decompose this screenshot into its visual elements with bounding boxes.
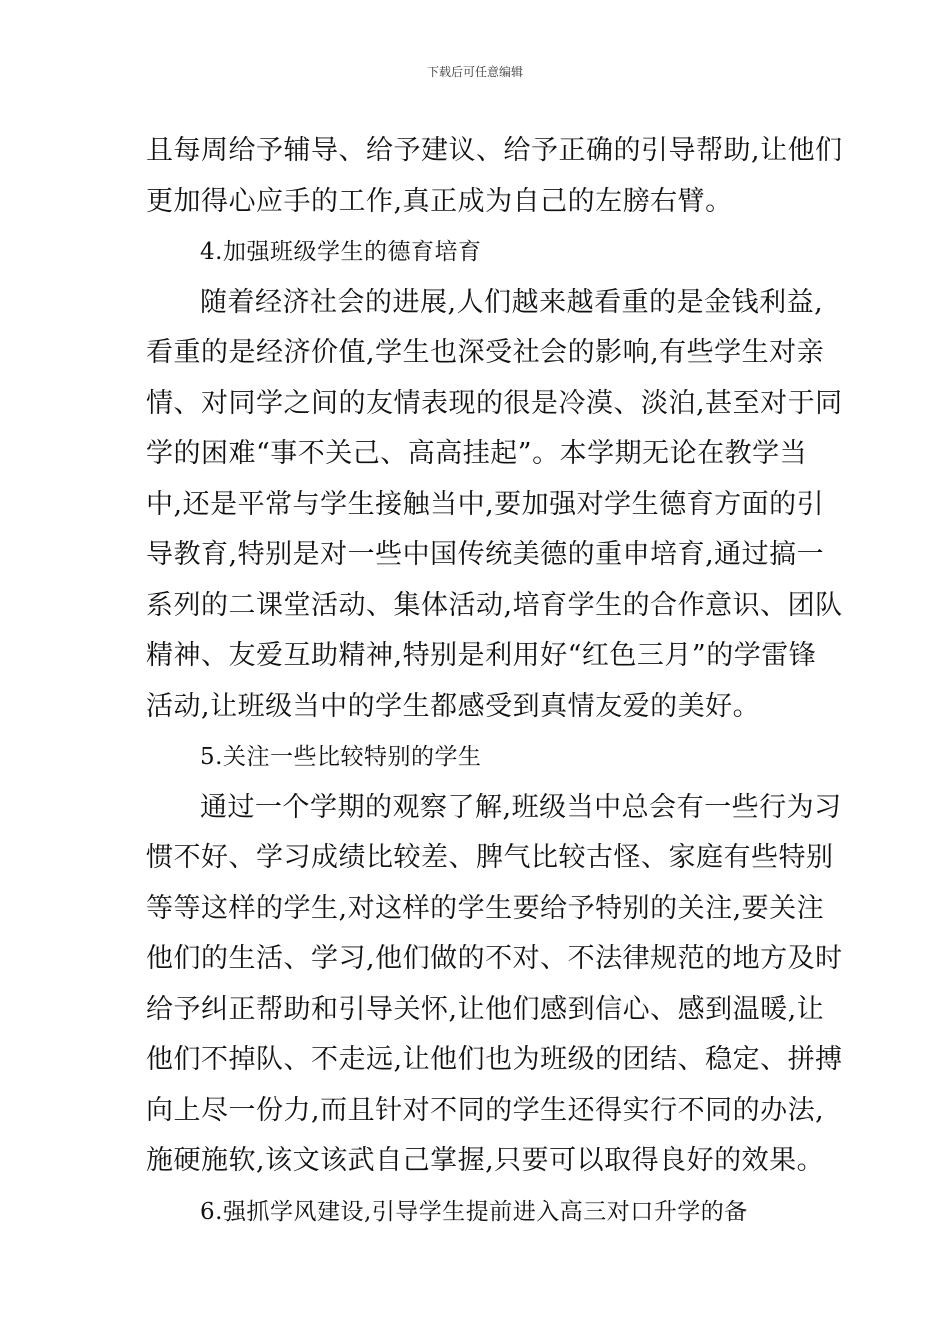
paragraph-line: 施硬施软,该文该武自己掌握,只要可以取得良好的效果。 <box>146 1145 825 1176</box>
paragraph-line: 精神、友爱互助精神,特别是利用好“红色三月”的学雷锋 <box>146 640 817 671</box>
paragraph-line: 学的困难“事不关己、高高挂起”。本学期无论在教学当 <box>146 438 808 469</box>
section-heading-4: 4.加强班级学生的德育培育 <box>200 239 482 265</box>
paragraph-line: 向上尽一份力,而且针对不同的学生还得实行不同的办法, <box>146 1094 825 1126</box>
paragraph-line: 他们不掉队、不走远,让他们也为班级的团结、稳定、拼搏 <box>146 1044 843 1075</box>
paragraph-line: 通过一个学期的观察了解,班级当中总会有一些行为习 <box>200 791 842 823</box>
paragraph-line: 且每周给予辅导、给予建议、给予正确的引导帮助,让他们 <box>146 135 843 166</box>
paragraph-line: 活动,让班级当中的学生都感受到真情友爱的美好。 <box>146 690 761 722</box>
paragraph-line: 等等这样的学生,对这样的学生要给予特别的关注,要关注 <box>146 892 825 924</box>
page-header: 下载后可任意编辑 <box>426 65 523 79</box>
paragraph-line: 更加得心应手的工作,真正成为自己的左膀右臂。 <box>146 185 733 217</box>
paragraph-line: 情、对同学之间的友情表现的很是冷漠、淡泊,甚至对于同 <box>146 387 843 419</box>
paragraph-line: 给予纠正帮助和引导关怀,让他们感到信心、感到温暖,让 <box>146 993 825 1025</box>
paragraph-line: 看重的是经济价值,学生也深受社会的影响,有些学生对亲 <box>146 337 825 368</box>
paragraph-line: 惯不好、学习成绩比较差、脾气比较古怪、家庭有些特别 <box>146 842 834 873</box>
paragraph-line: 系列的二课堂活动、集体活动,培育学生的合作意识、团队 <box>146 589 843 621</box>
section-heading-6: 6.强抓学风建设,引导学生提前进入高三对口升学的备 <box>200 1198 748 1225</box>
paragraph-line: 他们的生活、学习,他们做的不对、不法律规范的地方及时 <box>146 943 843 974</box>
paragraph-line: 随着经济社会的进展,人们越来越看重的是金钱利益, <box>200 286 824 318</box>
paragraph-line: 中,还是平常与学生接触当中,要加强对学生德育方面的引 <box>146 488 825 520</box>
paragraph-line: 导教育,特别是对一些中国传统美德的重申培育,通过搞一 <box>146 539 825 570</box>
document-body <box>146 126 843 1237</box>
section-heading-5: 5.关注一些比较特别的学生 <box>200 744 482 770</box>
